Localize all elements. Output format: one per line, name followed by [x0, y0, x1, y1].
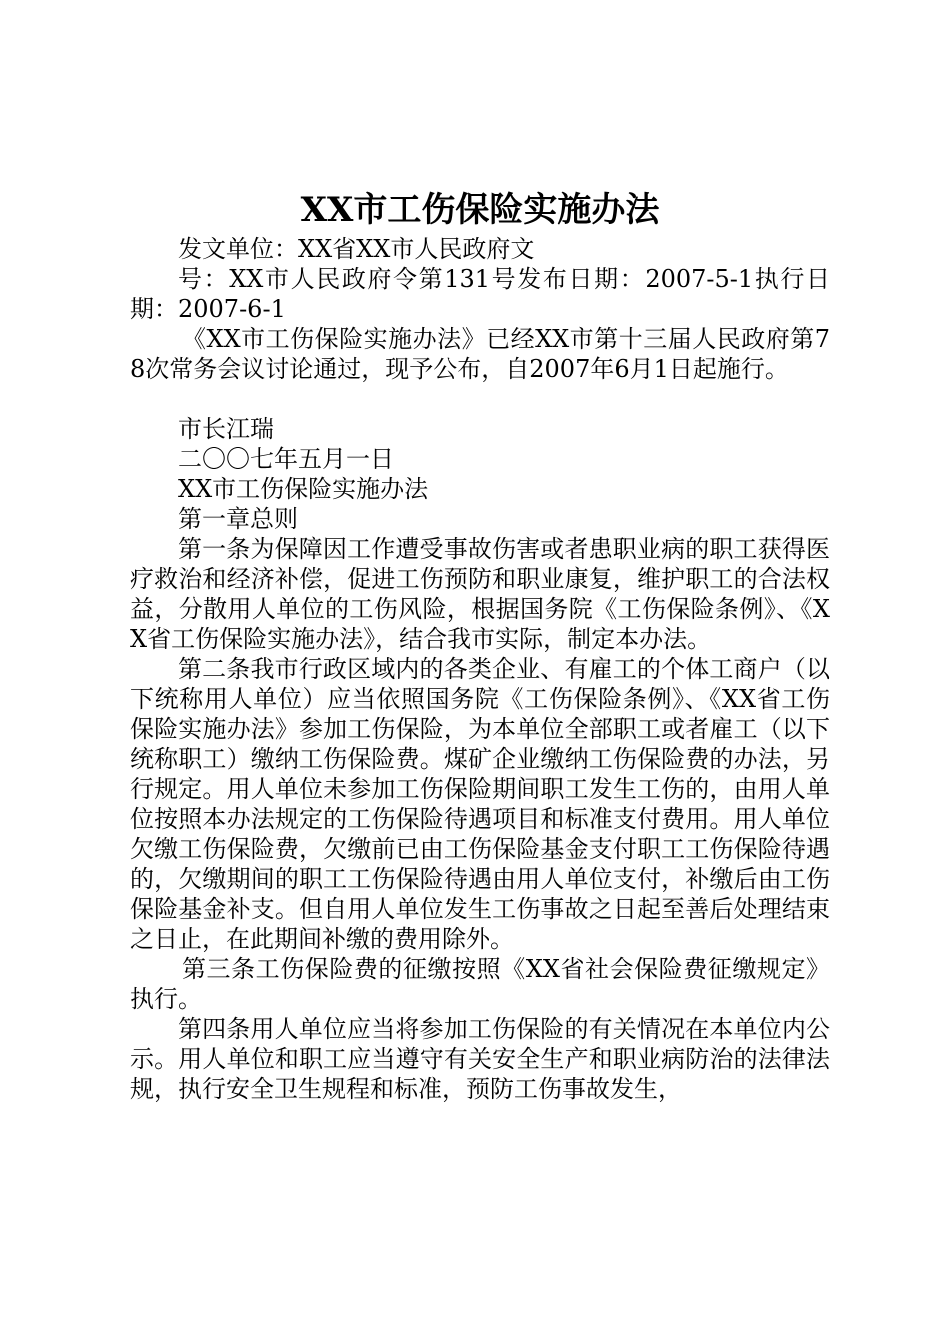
article-4: 第四条用人单位应当将参加工伤保险的有关情况在本单位内公示。用人单位和职工应当遵守有关安全生产和职业病防治的法律法规，执行安全卫生规程和标准，预防工伤事故发生，: [130, 1015, 830, 1103]
signature-line: 市长江瑞: [178, 415, 274, 443]
announcement-paragraph: 《XX市工伤保险实施办法》已经XX市第十三届人民政府第78次常务会议讨论通过，现予公布，自2007年6月1日起施行。: [130, 325, 830, 383]
document-page: [130, 188, 830, 1104]
article-1: 第一条为保障因工作遭受事故伤害或者患职业病的职工获得医疗救治和经济补偿，促进工伤预防和职业康复，维护职工的合法权益，分散用人单位的工伤风险，根据国务院《工伤保险条例》、《XX省工伤保险实施办法》，结合我市实际，制定本办法。: [130, 535, 830, 653]
article-3: 第三条工伤保险费的征缴按照《XX省社会保险费征缴规定》执行。: [130, 955, 830, 1013]
blank-line: [130, 384, 830, 414]
date-line: 二〇〇七年五月一日: [178, 445, 394, 473]
chapter-heading: 第一章总则: [178, 505, 298, 533]
decree-meta: 号：XX市人民政府令第131号发布日期：2007-5-1执行日期：2007-6-1: [130, 265, 830, 323]
issuer-line: 发文单位：XX省XX市人民政府文: [178, 235, 535, 263]
article-2: 第二条我市行政区域内的各类企业、有雇工的个体工商户（以下统称用人单位）应当依照国务院《工伤保险条例》、《XX省工伤保险实施办法》参加工伤保险，为本单位全部职工或者雇工（以下统称职工）缴纳工伤保险费。煤矿企业缴纳工伤保险费的办法，另行规定。用人单位未参加工伤保险期间职工发生工伤的，由用人单位按照本办法规定的工伤保险待遇项目和标准支付费用。用人单位欠缴工伤保险费，欠缴前已由工伤保险基金支付职工工伤保险待遇的，欠缴期间的职工工伤保险待遇由用人单位支付，补缴后由工伤保险基金补支。但自用人单位发生工伤事故之日起至善后处理结束之日止，在此期间补缴的费用除外。: [130, 655, 830, 953]
document-title: XX市工伤保险实施办法: [300, 190, 660, 230]
subtitle-line: XX市工伤保险实施办法: [178, 475, 429, 503]
